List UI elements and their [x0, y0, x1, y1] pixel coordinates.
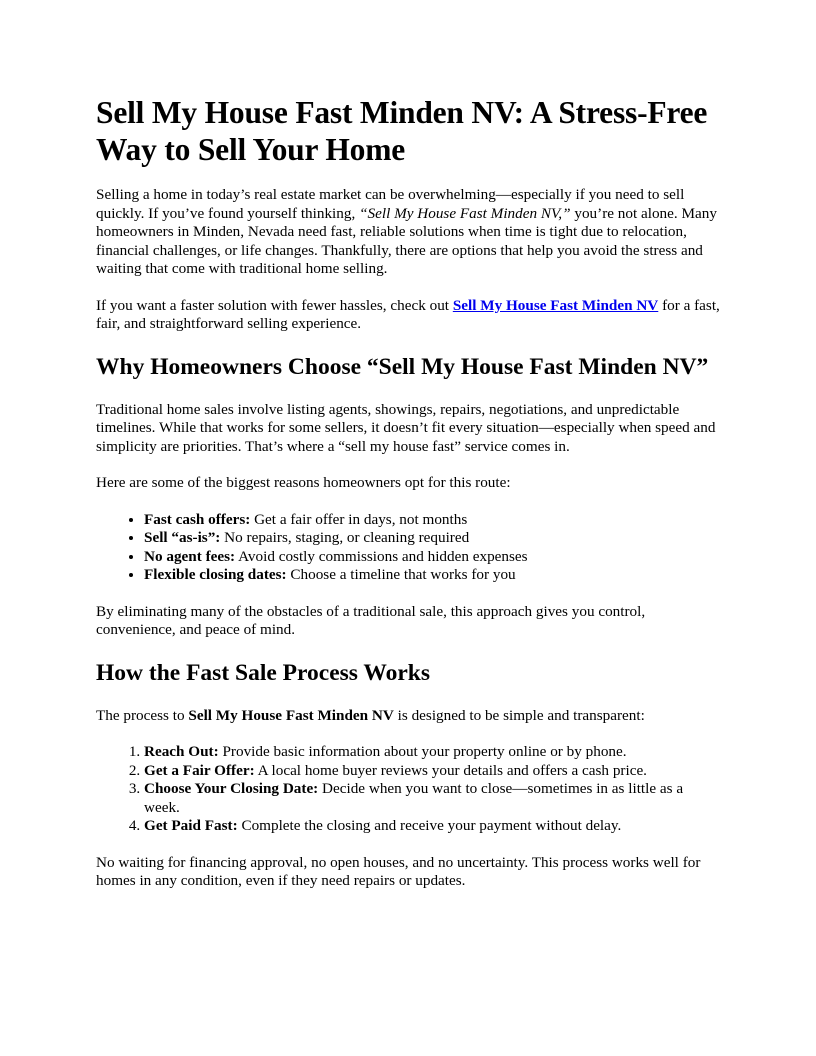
reasons-list [96, 511, 720, 585]
list-item [144, 529, 720, 548]
list-item [144, 817, 720, 836]
page-title: Sell My House Fast Minden NV: A Stress-Free Way to Sell Your Home [96, 95, 708, 167]
list-item-text: A local home buyer reviews your details and offers a cash price. [254, 761, 647, 779]
list-item-label: Get a Fair Offer: [144, 761, 255, 779]
list-item [144, 548, 720, 567]
closing-paragraph: No waiting for financing approval, no open houses, and no uncertainty. This process works well for homes in any condition, even if they need repairs or updates. [96, 853, 701, 889]
list-item-label: No agent fees: [144, 547, 236, 565]
list-item-text: No repairs, staging, or cleaning required [220, 529, 470, 546]
list-item-text: Choose a timeline that works for you [286, 566, 516, 583]
list-item [144, 566, 720, 585]
process-text-a: The process to [96, 706, 189, 724]
steps-list [96, 743, 720, 836]
cta-text-b: for a fast, fair, and straightforward selling experience. [96, 296, 720, 332]
intro-text-a: Selling a home in today’s real estate market can be overwhelming—especially if you need to sell quickly. If you’ve found yourself thinking, [96, 186, 685, 222]
cta-paragraph [96, 297, 720, 334]
list-item [144, 780, 720, 817]
list-item-label: Reach Out: [144, 743, 219, 760]
list-item-text: Complete the closing and receive your payment without delay. [237, 817, 622, 834]
process-bold: Sell My House Fast Minden NV [188, 706, 394, 724]
section-heading-why: Why Homeowners Choose “Sell My House Fast Minden NV” [96, 353, 709, 380]
intro-text-b: you’re not alone. Many homeowners in Minden, Nevada need fast, reliable solutions when time is tight due to relocation, financial challenges, or life changes. Thankfully, there are options that help you avoid the stress and waiting that come with traditional home selling. [96, 204, 717, 277]
list-item [144, 762, 720, 781]
list-item-label: Flexible closing dates: [144, 566, 287, 583]
list-item-label: Sell “as-is”: [144, 529, 221, 546]
list-item-label: Fast cash offers: [144, 510, 251, 528]
why-paragraph: Traditional home sales involve listing agents, showings, repairs, negotiations, and unpredictable timelines. While that works for some sellers, it doesn’t fit every situation—especially when speed and simplicity are priorities. That’s where a “sell my house fast” service comes in. [96, 400, 716, 455]
sell-house-link[interactable]: Sell My House Fast Minden NV [452, 296, 659, 314]
list-item-text: Decide when you want to close—sometimes in as little as a week. [144, 780, 684, 816]
list-item-text: Avoid costly commissions and hidden expenses [235, 547, 528, 565]
list-item-label: Get Paid Fast: [144, 817, 238, 834]
cta-text-a: If you want a faster solution with fewer hassles, check out [96, 296, 453, 314]
intro-paragraph [96, 186, 720, 279]
reasons-intro: Here are some of the biggest reasons homeowners opt for this route: [96, 474, 511, 491]
intro-quote: “Sell My House Fast Minden NV,” [359, 204, 571, 222]
process-text-b: is designed to be simple and transparent: [393, 706, 645, 724]
list-item [144, 743, 720, 762]
list-item-text: Provide basic information about your property online or by phone. [218, 743, 627, 760]
document-page [96, 94, 720, 909]
summary-paragraph: By eliminating many of the obstacles of a traditional sale, this approach gives you control, convenience, and peace of mind. [96, 602, 646, 638]
list-item-text: Get a fair offer in days, not months [250, 510, 468, 528]
process-intro [96, 707, 720, 726]
section-heading-process: How the Fast Sale Process Works [96, 659, 430, 686]
list-item-label: Choose Your Closing Date: [144, 780, 319, 797]
list-item [144, 511, 720, 530]
